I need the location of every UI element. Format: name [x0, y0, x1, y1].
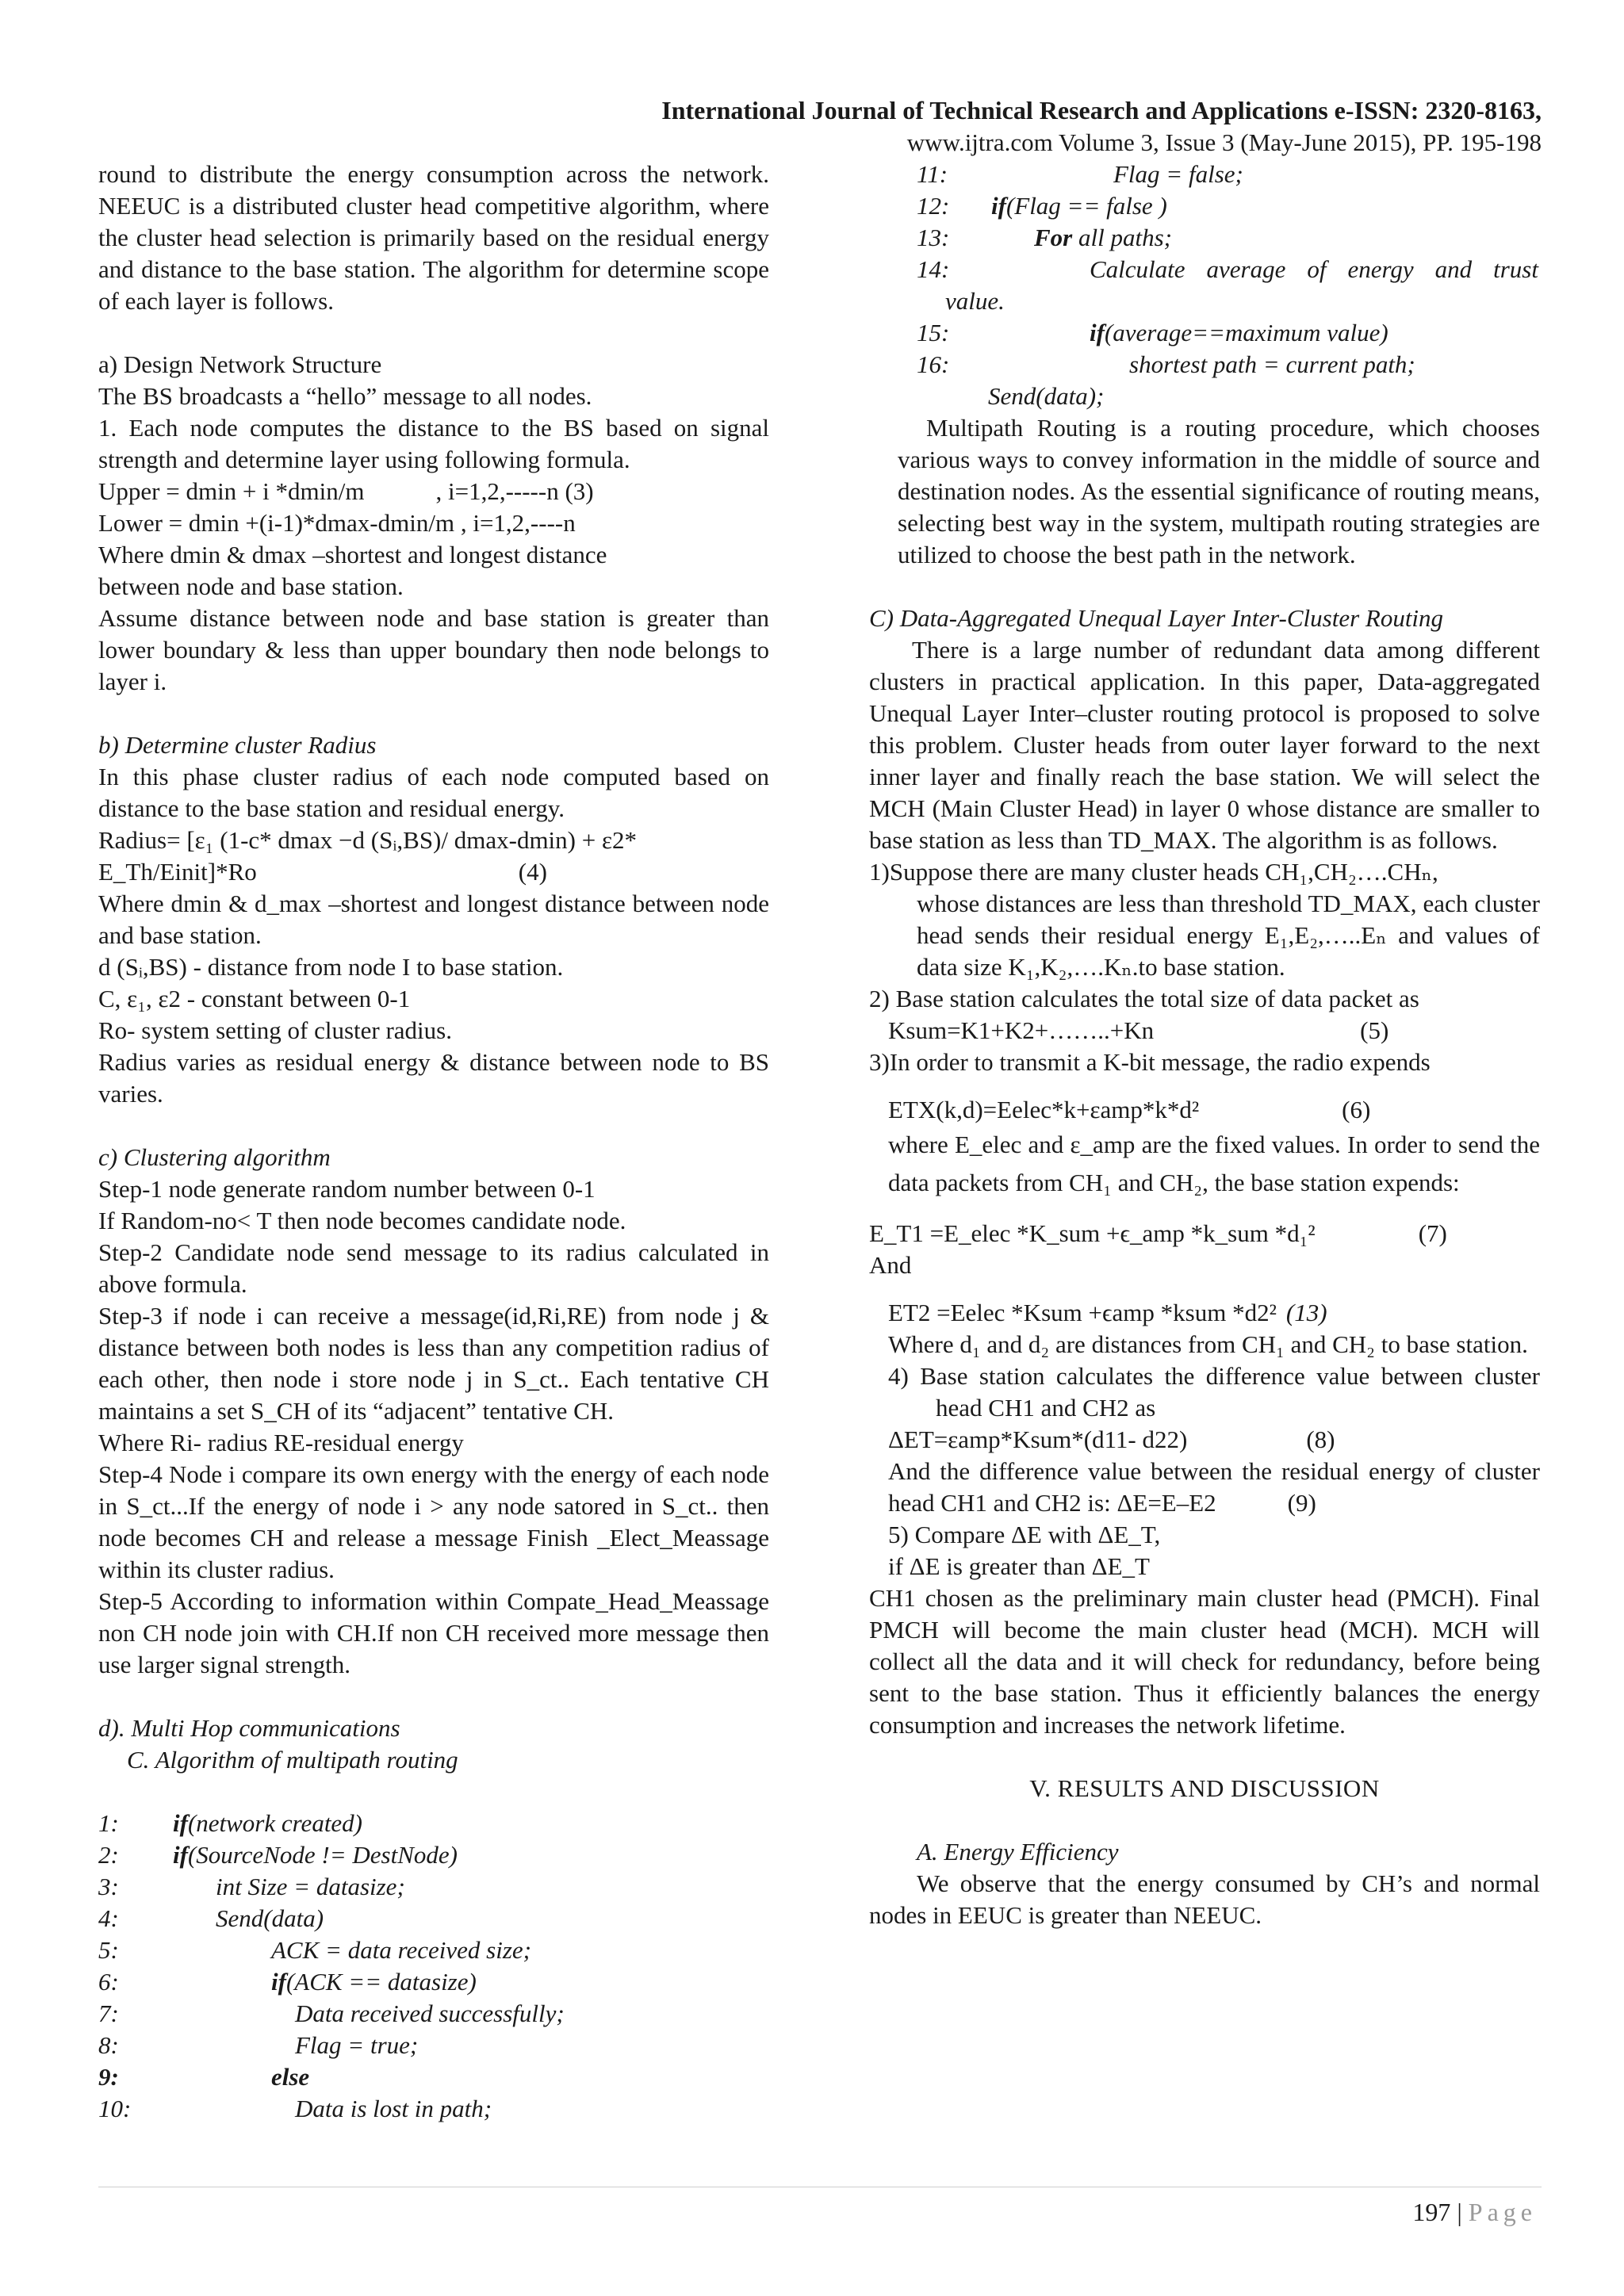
step-1: Step-1 node generate random number between 0-1	[98, 1175, 596, 1203]
page-number: 197	[1412, 2198, 1451, 2226]
delta-et-equation-text: ΔET=εamp*Ksum*(d11- d22)	[888, 1425, 1188, 1453]
section-a-title: a) Design Network Structure	[98, 350, 382, 378]
et2-equation-number: (13)	[1285, 1299, 1327, 1326]
cluster-step-3: 3)In order to transmit a K-bit message, the radio expends	[869, 1048, 1431, 1076]
conclusion-paragraph: CH1 chosen as the preliminary main cluster head (PMCH). Final PMCH will become the main cluster head (MCH). MCH will collect all the data and it will check for redundancy, before being sent to the base station. Thus it efficiently balances the energy consumption and increases the network lifetime.	[869, 1584, 1540, 1739]
delta-et-equation-number: (8)	[1306, 1425, 1335, 1453]
alg-line-9: 9: else	[98, 2063, 310, 2091]
section-c-right-paragraph: There is a large number of redundant data among different clusters in practical application. In this paper, Data-aggregated Unequal Layer Inter–cluster routing protocol is proposed to solve this problem. Cluster heads from outer layer forward to the next inner layer and finally reach the base station. We will select the MCH (Main Cluster Head) in layer 0 whose distance are smaller to base station as less than TD_MAX. The algorithm is as follows.	[869, 636, 1540, 854]
step-3: Step-3 if node i can receive a message(id,Ri,RE) from node j & distance between both nodes is less than any competition radius of each other, then node i store node j in S_ct.. Each tentative CH maintains a set S_CH of its “adjacent” tentative CH.	[98, 1302, 769, 1425]
step-2: Step-2 Candidate node send message to its radius calculated in above formula.	[98, 1238, 769, 1298]
alg-line-7: 7: Data received successfully;	[98, 1999, 565, 2027]
section-d-subtitle: C. Algorithm of multipath routing	[127, 1746, 458, 1774]
step-5: Step-5 According to information within Compate_Head_Meassage non CH node join with CH.If non CH received more message then use larger signal strength.	[98, 1587, 769, 1678]
page-word: Page	[1468, 2198, 1537, 2226]
journal-meta: www.ijtra.com Volume 3, Issue 3 (May-June 2015), PP. 195-198	[906, 128, 1542, 156]
journal-header	[661, 94, 1542, 159]
cluster-step-5a: 5) Compare ΔE with ΔE_T,	[888, 1521, 1161, 1548]
cluster-step-2: 2) Base station calculates the total size of data packet as	[869, 985, 1419, 1012]
et2-equation-text: ET2 =Eelec *Ksum +ϵamp *ksum *d2²	[888, 1299, 1277, 1326]
cluster-step-1a: 1)Suppose there are many cluster heads CH₁,CH₂….CHₙ,	[869, 858, 1438, 886]
where-line-1: Where dmin & dmax –shortest and longest distance	[98, 541, 607, 568]
step-4: Step-4 Node i compare its own energy with the energy of each node in S_ct...If the energy of node i > any node satored in S_ct.. then node becomes CH and release a message Finish _Elect_Meassage within its cluster radius.	[98, 1460, 769, 1583]
step-3-where: Where Ri- radius RE-residual energy	[98, 1429, 464, 1456]
equation-upper-rhs: , i=1,2,-----n (3)	[435, 477, 594, 505]
et1-equation-number: (7)	[1418, 1219, 1447, 1247]
section-b-varies: Radius varies as residual energy & distance between node to BS varies.	[98, 1048, 769, 1108]
alg-line-6: 6: if(ACK == datasize)	[98, 1968, 477, 1996]
section-a-p2: 1. Each node computes the distance to the BS based on signal strength and determine layer using following formula.	[98, 414, 769, 473]
journal-title: International Journal of Technical Research and Applications e-ISSN: 2320-8163,	[661, 96, 1542, 124]
page-footer	[1412, 2196, 1537, 2228]
alg-line-14: 14: Calculate average of energy and trust	[917, 255, 1538, 283]
section-c-right-title: C) Data-Aggregated Unequal Layer Inter-Cluster Routing	[869, 604, 1444, 632]
multipath-paragraph: Multipath Routing is a routing procedure, which chooses various ways to convey information in the middle of source and destination nodes. As the essential significance of routing means, selecting best way in the system, multipath routing strategies are utilized to choose the best path in the network.	[898, 414, 1540, 568]
section-b-title: b) Determine cluster Radius	[98, 731, 377, 759]
etx-equation	[869, 1094, 1540, 1126]
section-a-p1: The BS broadcasts a “hello” message to all nodes.	[98, 382, 592, 410]
subsection-a-title: A. Energy Efficiency	[917, 1838, 1119, 1866]
alg-line-14b: value.	[945, 287, 1005, 315]
cluster-step-1b: whose distances are less than threshold TD_MAX, each cluster head sends their residual energy E₁,E₂,…..Eₙ and values of data size K₁,K₂,….Kₙ.to base station.	[917, 890, 1540, 981]
section-v-title: V. RESULTS AND DISCUSSION	[1029, 1774, 1380, 1802]
alg-line-2: 2: if(SourceNode != DestNode)	[98, 1841, 458, 1869]
alg-line-3: 3: int Size = datasize;	[98, 1873, 405, 1900]
radius-equation-number: (4)	[518, 858, 547, 886]
alg-line-1: 1: if(network created)	[98, 1809, 363, 1837]
alg-line-8: 8: Flag = true;	[98, 2031, 419, 2059]
et1-equation	[869, 1218, 1540, 1249]
page-separator: |	[1450, 2198, 1469, 2226]
difference-number: (9)	[1287, 1489, 1316, 1517]
equation-upper-lhs: Upper = dmin + i *dmin/m	[98, 477, 365, 505]
section-b-ro: Ro- system setting of cluster radius.	[98, 1016, 452, 1044]
section-d-title: d). Multi Hop communications	[98, 1714, 400, 1742]
where-fixed-values: where E_elec and ε_amp are the fixed values. In order to send the data packets from CH₁ and CH₂, the base station expends:	[888, 1131, 1540, 1196]
where-distances: Where d₁ and d₂ are distances from CH₁ and CH₂ to base station.	[888, 1330, 1528, 1358]
radius-equation-2	[98, 856, 769, 888]
et1-equation-text: E_T1 =E_elec *K_sum +ϵ_amp *k_sum *d₁²	[869, 1219, 1316, 1247]
alg-line-15: 15: if(average==maximum value)	[917, 319, 1388, 346]
difference-paragraph: And the difference value between the residual energy of cluster head CH1 and CH2 is: ΔE=E–E2 (9)	[888, 1457, 1540, 1517]
radius-equation-2-text: E_Th/Einit]*Ro	[98, 858, 257, 886]
where-line-2: between node and base station.	[98, 572, 404, 600]
radius-equation-1: Radius= [ε₁ (1-c* dmax −d (Sᵢ,BS)/ dmax-dmin) + ε2*	[98, 826, 637, 854]
et2-equation	[869, 1297, 1540, 1329]
left-column	[98, 159, 769, 2125]
step-1b: If Random-no< T then node becomes candidate node.	[98, 1207, 626, 1234]
and-label: And	[869, 1251, 912, 1279]
equation-upper	[98, 476, 769, 507]
section-b-where: Where dmin & d_max –shortest and longest distance between node and base station.	[98, 890, 769, 949]
ksum-equation-number: (5)	[1360, 1016, 1389, 1044]
etx-equation-text: ETX(k,d)=Eelec*k+εamp*k*d²	[888, 1096, 1200, 1123]
alg-line-16: 16: shortest path = current path;	[917, 350, 1415, 378]
alg-line-4: 4: Send(data)	[98, 1904, 324, 1932]
alg-line-10: 10: Data is lost in path;	[98, 2095, 492, 2122]
cluster-step-4: 4) Base station calculates the difference value between cluster head CH1 and CH2 as	[888, 1362, 1540, 1422]
alg-line-12: 12: if(Flag == false )	[917, 192, 1167, 220]
alg-line-11: 11: Flag = false;	[917, 160, 1243, 188]
ksum-equation-text: Ksum=K1+K2+……..+Kn	[888, 1016, 1155, 1044]
alg-line-5: 5: ACK = data received size;	[98, 1936, 531, 1964]
section-b-constants: C, ε₁, ε2 - constant between 0-1	[98, 985, 411, 1012]
intro-paragraph: round to distribute the energy consumption across the network. NEEUC is a distributed cluster head competitive algorithm, where the cluster head selection is primarily based on the residual energy and distance to the base station. The algorithm for determine scope of each layer is follows.	[98, 160, 769, 315]
etx-equation-number: (6)	[1342, 1096, 1371, 1123]
algorithm-left	[98, 1808, 769, 2125]
right-column	[869, 159, 1540, 1931]
delta-et-equation	[869, 1424, 1540, 1456]
section-b-distance: d (Sᵢ,BS) - distance from node I to base station.	[98, 953, 564, 981]
equation-lower: Lower = dmin +(i-1)*dmax-dmin/m , i=1,2,----n	[98, 509, 576, 537]
algorithm-right	[869, 159, 1540, 412]
section-b-p1: In this phase cluster radius of each node computed based on distance to the base station and residual energy.	[98, 763, 769, 822]
alg-line-13: 13: For all paths;	[917, 224, 1172, 251]
ksum-equation	[869, 1015, 1540, 1047]
assume-paragraph: Assume distance between node and base station is greater than lower boundary & less than upper boundary then node belongs to layer i.	[98, 604, 769, 695]
results-paragraph: We observe that the energy consumed by CH’s and normal nodes in EEUC is greater than NEEUC.	[869, 1869, 1540, 1929]
section-c-title: c) Clustering algorithm	[98, 1143, 331, 1171]
alg-line-send: Send(data);	[988, 382, 1105, 410]
cluster-step-5b: if ΔE is greater than ΔE_T	[888, 1552, 1150, 1580]
